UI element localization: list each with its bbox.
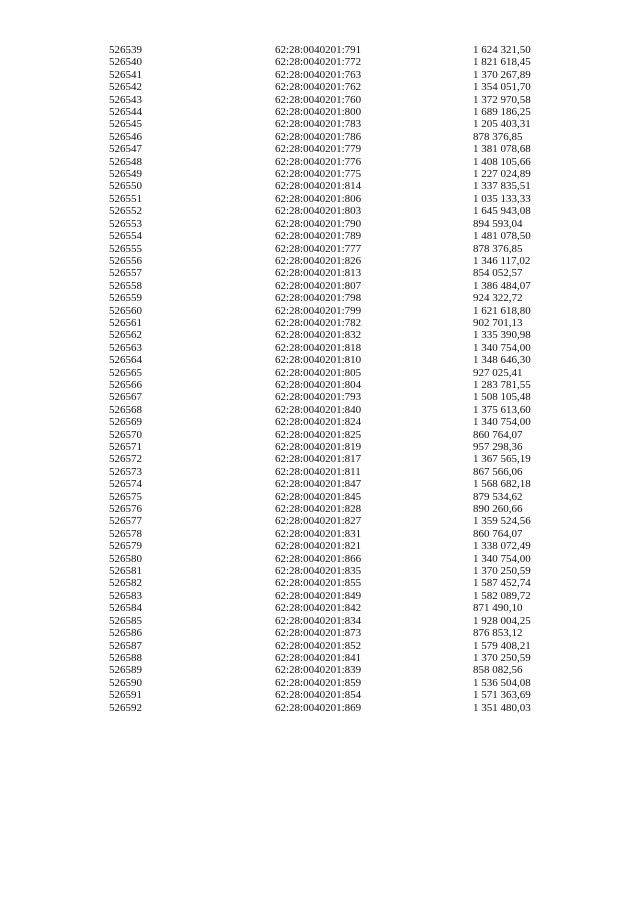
table-row xyxy=(109,81,559,93)
cadastral-number-cell: 62:28:0040201:819 xyxy=(275,441,362,453)
record-number-cell: 526571 xyxy=(109,441,142,453)
record-number-cell: 526572 xyxy=(109,453,142,466)
record-number-cell: 526585 xyxy=(109,614,142,627)
record-number-cell: 526547 xyxy=(109,143,142,156)
cadastral-value-cell: 927 025,41 xyxy=(473,366,523,379)
cadastral-number-cell: 62:28:0040201:813 xyxy=(275,267,362,280)
cadastral-value-cell: 1 370 250,59 xyxy=(473,565,531,578)
cadastral-number-cell: 62:28:0040201:849 xyxy=(275,589,362,602)
cadastral-value-cell: 1 340 754,00 xyxy=(473,341,531,354)
table-row xyxy=(109,94,559,106)
cadastral-number-cell: 62:28:0040201:804 xyxy=(275,378,362,391)
cadastral-value-cell: 1 367 565,19 xyxy=(473,453,531,466)
cadastral-value-cell: 924 322,72 xyxy=(473,292,523,305)
cadastral-value-cell: 1 579 408,21 xyxy=(473,639,531,652)
cadastral-value-cell: 1 370 267,89 xyxy=(473,68,531,81)
cadastral-value-cell: 1 821 618,45 xyxy=(473,56,531,69)
cadastral-value-cell: 1 582 089,72 xyxy=(473,589,531,602)
record-number-cell: 526540 xyxy=(109,56,142,69)
table-row xyxy=(109,640,559,652)
record-number-cell: 526576 xyxy=(109,503,142,516)
cadastral-value-cell: 1 624 321,50 xyxy=(473,44,531,56)
cadastral-value-cell: 1 340 754,00 xyxy=(473,416,531,429)
cadastral-value-cell: 876 853,12 xyxy=(473,627,523,640)
cadastral-value-cell: 1 386 484,07 xyxy=(473,279,531,292)
cadastral-number-cell: 62:28:0040201:763 xyxy=(275,68,362,81)
cadastral-value-cell: 867 566,06 xyxy=(473,465,523,478)
table-row xyxy=(109,429,559,441)
table-row xyxy=(109,180,559,192)
table-row xyxy=(109,367,559,379)
record-number-cell: 526582 xyxy=(109,577,142,590)
cadastral-number-cell: 62:28:0040201:775 xyxy=(275,168,362,181)
cadastral-value-cell: 1 354 051,70 xyxy=(473,81,531,94)
cadastral-value-cell: 1 689 186,25 xyxy=(473,106,531,119)
cadastral-number-cell: 62:28:0040201:818 xyxy=(275,341,362,354)
record-number-cell: 526586 xyxy=(109,627,142,640)
cadastral-number-cell: 62:28:0040201:777 xyxy=(275,242,362,255)
table-row xyxy=(109,677,559,689)
record-number-cell: 526587 xyxy=(109,639,142,652)
table-row xyxy=(109,342,559,354)
cadastral-number-cell: 62:28:0040201:807 xyxy=(275,279,362,292)
cadastral-value-cell: 1 338 072,49 xyxy=(473,540,531,553)
record-number-cell: 526553 xyxy=(109,217,142,230)
cadastral-value-cell: 1 375 613,60 xyxy=(473,403,531,416)
table-row xyxy=(109,131,559,143)
table-row xyxy=(109,143,559,155)
cadastral-value-cell: 1 571 363,69 xyxy=(473,689,531,702)
cadastral-number-cell: 62:28:0040201:798 xyxy=(275,292,362,305)
cadastral-number-cell: 62:28:0040201:786 xyxy=(275,130,362,143)
record-number-cell: 526565 xyxy=(109,366,142,379)
cadastral-value-cell: 878 376,85 xyxy=(473,242,523,255)
cadastral-value-cell: 1 587 452,74 xyxy=(473,577,531,590)
table-row xyxy=(109,689,559,701)
cadastral-value-cell: 1 381 078,68 xyxy=(473,143,531,156)
record-number-cell: 526549 xyxy=(109,168,142,181)
cadastral-value-cell: 1 359 524,56 xyxy=(473,515,531,528)
record-number-cell: 526543 xyxy=(109,93,142,106)
cadastral-number-cell: 62:28:0040201:783 xyxy=(275,118,362,131)
cadastral-number-cell: 62:28:0040201:790 xyxy=(275,217,362,230)
cadastral-number-cell: 62:28:0040201:854 xyxy=(275,689,362,702)
cadastral-number-cell: 62:28:0040201:834 xyxy=(275,614,362,627)
record-number-cell: 526578 xyxy=(109,527,142,540)
record-number-cell: 526559 xyxy=(109,292,142,305)
cadastral-value-cell: 1 035 133,33 xyxy=(473,192,531,205)
record-number-cell: 526566 xyxy=(109,378,142,391)
cadastral-number-cell: 62:28:0040201:821 xyxy=(275,540,362,553)
table-row xyxy=(109,391,559,403)
record-number-cell: 526557 xyxy=(109,267,142,280)
record-number-cell: 526550 xyxy=(109,180,142,193)
table-row xyxy=(109,565,559,577)
cadastral-value-cell: 1 928 004,25 xyxy=(473,614,531,627)
record-number-cell: 526551 xyxy=(109,192,142,205)
table-row xyxy=(109,118,559,130)
cadastral-value-cell: 1 227 024,89 xyxy=(473,168,531,181)
record-number-cell: 526562 xyxy=(109,329,142,342)
cadastral-number-cell: 62:28:0040201:793 xyxy=(275,391,362,404)
cadastral-number-cell: 62:28:0040201:841 xyxy=(275,651,362,664)
record-number-cell: 526583 xyxy=(109,589,142,602)
cadastral-value-cell: 1 348 646,30 xyxy=(473,354,531,367)
record-number-cell: 526588 xyxy=(109,651,142,664)
record-number-cell: 526555 xyxy=(109,242,142,255)
cadastral-number-cell: 62:28:0040201:859 xyxy=(275,676,362,689)
record-number-cell: 526545 xyxy=(109,118,142,131)
cadastral-value-cell: 1 408 105,66 xyxy=(473,155,531,168)
record-number-cell: 526591 xyxy=(109,689,142,702)
record-number-cell: 526546 xyxy=(109,130,142,143)
cadastral-number-cell: 62:28:0040201:852 xyxy=(275,639,362,652)
table-row xyxy=(109,267,559,279)
cadastral-value-cell: 1 351 480,03 xyxy=(473,701,531,714)
table-row xyxy=(109,280,559,292)
cadastral-value-cell: 878 376,85 xyxy=(473,130,523,143)
table-row xyxy=(109,702,559,714)
table-row xyxy=(109,602,559,614)
cadastral-number-cell: 62:28:0040201:779 xyxy=(275,143,362,156)
cadastral-number-cell: 62:28:0040201:772 xyxy=(275,56,362,69)
cadastral-number-cell: 62:28:0040201:814 xyxy=(275,180,362,193)
table-row xyxy=(109,441,559,453)
cadastral-value-cell: 1 621 618,80 xyxy=(473,304,531,317)
table-row xyxy=(109,317,559,329)
table-row xyxy=(109,218,559,230)
cadastral-value-cell: 1 340 754,00 xyxy=(473,552,531,565)
cadastral-value-cell: 1 283 781,55 xyxy=(473,378,531,391)
record-number-cell: 526548 xyxy=(109,155,142,168)
cadastral-number-cell: 62:28:0040201:835 xyxy=(275,565,362,578)
cadastral-value-cell: 1 536 504,08 xyxy=(473,676,531,689)
record-number-cell: 526563 xyxy=(109,341,142,354)
table-row xyxy=(109,305,559,317)
table-row xyxy=(109,453,559,465)
cadastral-number-cell: 62:28:0040201:789 xyxy=(275,230,362,243)
cadastral-number-cell: 62:28:0040201:832 xyxy=(275,329,362,342)
table-row xyxy=(109,205,559,217)
cadastral-value-cell: 957 298,36 xyxy=(473,441,523,453)
table-row xyxy=(109,540,559,552)
record-number-cell: 526560 xyxy=(109,304,142,317)
cadastral-value-cell: 1 337 835,51 xyxy=(473,180,531,193)
table-row xyxy=(109,627,559,639)
cadastral-value-cell: 1 372 970,58 xyxy=(473,93,531,106)
cadastral-value-cell: 1 481 078,50 xyxy=(473,230,531,243)
cadastral-number-cell: 62:28:0040201:799 xyxy=(275,304,362,317)
cadastral-number-cell: 62:28:0040201:866 xyxy=(275,552,362,565)
table-row xyxy=(109,404,559,416)
cadastral-number-cell: 62:28:0040201:791 xyxy=(275,44,362,56)
table-row xyxy=(109,354,559,366)
table-row xyxy=(109,515,559,527)
record-number-cell: 526581 xyxy=(109,565,142,578)
table-row xyxy=(109,329,559,341)
cadastral-value-cell: 1 508 105,48 xyxy=(473,391,531,404)
record-number-cell: 526589 xyxy=(109,664,142,677)
cadastral-number-cell: 62:28:0040201:827 xyxy=(275,515,362,528)
table-row xyxy=(109,379,559,391)
cadastral-number-cell: 62:28:0040201:839 xyxy=(275,664,362,677)
table-row xyxy=(109,230,559,242)
cadastral-number-cell: 62:28:0040201:760 xyxy=(275,93,362,106)
cadastral-value-cell: 894 593,04 xyxy=(473,217,523,230)
cadastral-number-cell: 62:28:0040201:810 xyxy=(275,354,362,367)
cadastral-number-cell: 62:28:0040201:806 xyxy=(275,192,362,205)
cadastral-value-cell: 902 701,13 xyxy=(473,316,523,329)
cadastral-number-cell: 62:28:0040201:826 xyxy=(275,254,362,267)
record-number-cell: 526579 xyxy=(109,540,142,553)
table-row xyxy=(109,553,559,565)
table-row xyxy=(109,528,559,540)
table-row xyxy=(109,615,559,627)
cadastral-value-cell: 890 260,66 xyxy=(473,503,523,516)
cadastral-number-cell: 62:28:0040201:817 xyxy=(275,453,362,466)
cadastral-value-cell: 854 052,57 xyxy=(473,267,523,280)
cadastral-number-cell: 62:28:0040201:831 xyxy=(275,527,362,540)
cadastral-value-cell: 1 568 682,18 xyxy=(473,478,531,491)
table-row xyxy=(109,193,559,205)
record-number-cell: 526564 xyxy=(109,354,142,367)
cadastral-value-cell: 1 346 117,02 xyxy=(473,254,531,267)
record-number-cell: 526568 xyxy=(109,403,142,416)
record-number-cell: 526575 xyxy=(109,490,142,503)
table-row xyxy=(109,478,559,490)
cadastral-number-cell: 62:28:0040201:805 xyxy=(275,366,362,379)
cadastral-value-cell: 858 082,56 xyxy=(473,664,523,677)
table-row xyxy=(109,503,559,515)
record-number-cell: 526584 xyxy=(109,602,142,615)
record-number-cell: 526577 xyxy=(109,515,142,528)
record-number-cell: 526544 xyxy=(109,106,142,119)
cadastral-number-cell: 62:28:0040201:782 xyxy=(275,316,362,329)
cadastral-number-cell: 62:28:0040201:873 xyxy=(275,627,362,640)
table-row xyxy=(109,106,559,118)
record-number-cell: 526556 xyxy=(109,254,142,267)
cadastral-value-cell: 860 764,07 xyxy=(473,527,523,540)
cadastral-number-cell: 62:28:0040201:824 xyxy=(275,416,362,429)
table-row xyxy=(109,156,559,168)
table-row xyxy=(109,69,559,81)
cadastral-value-cell: 1 205 403,31 xyxy=(473,118,531,131)
cadastral-number-cell: 62:28:0040201:828 xyxy=(275,503,362,516)
cadastral-number-cell: 62:28:0040201:847 xyxy=(275,478,362,491)
table-row xyxy=(109,292,559,304)
record-number-cell: 526570 xyxy=(109,428,142,441)
table-row xyxy=(109,664,559,676)
record-number-cell: 526541 xyxy=(109,68,142,81)
cadastral-value-cell: 1 335 390,98 xyxy=(473,329,531,342)
table-row xyxy=(109,255,559,267)
record-number-cell: 526542 xyxy=(109,81,142,94)
record-number-cell: 526561 xyxy=(109,316,142,329)
record-number-cell: 526552 xyxy=(109,205,142,218)
cadastral-number-cell: 62:28:0040201:845 xyxy=(275,490,362,503)
table-row xyxy=(109,44,559,56)
cadastral-number-cell: 62:28:0040201:762 xyxy=(275,81,362,94)
table-row xyxy=(109,416,559,428)
cadastral-value-cell: 860 764,07 xyxy=(473,428,523,441)
table-row xyxy=(109,56,559,68)
cadastral-value-cell: 1 645 943,08 xyxy=(473,205,531,218)
cadastral-number-cell: 62:28:0040201:855 xyxy=(275,577,362,590)
table-row xyxy=(109,652,559,664)
cadastral-value-cell: 1 370 250,59 xyxy=(473,651,531,664)
record-number-cell: 526573 xyxy=(109,465,142,478)
record-number-cell: 526567 xyxy=(109,391,142,404)
record-number-cell: 526558 xyxy=(109,279,142,292)
cadastral-number-cell: 62:28:0040201:842 xyxy=(275,602,362,615)
cadastral-value-cell: 871 490,10 xyxy=(473,602,523,615)
cadastral-number-cell: 62:28:0040201:776 xyxy=(275,155,362,168)
registry-table xyxy=(109,44,559,714)
record-number-cell: 526580 xyxy=(109,552,142,565)
record-number-cell: 526590 xyxy=(109,676,142,689)
cadastral-number-cell: 62:28:0040201:811 xyxy=(275,465,361,478)
table-row xyxy=(109,466,559,478)
cadastral-number-cell: 62:28:0040201:800 xyxy=(275,106,362,119)
record-number-cell: 526574 xyxy=(109,478,142,491)
record-number-cell: 526539 xyxy=(109,44,142,56)
cadastral-number-cell: 62:28:0040201:803 xyxy=(275,205,362,218)
record-number-cell: 526592 xyxy=(109,701,142,714)
table-row xyxy=(109,577,559,589)
cadastral-number-cell: 62:28:0040201:869 xyxy=(275,701,362,714)
cadastral-number-cell: 62:28:0040201:825 xyxy=(275,428,362,441)
record-number-cell: 526569 xyxy=(109,416,142,429)
record-number-cell: 526554 xyxy=(109,230,142,243)
cadastral-number-cell: 62:28:0040201:840 xyxy=(275,403,362,416)
table-row xyxy=(109,590,559,602)
table-row xyxy=(109,243,559,255)
table-row xyxy=(109,491,559,503)
cadastral-value-cell: 879 534,62 xyxy=(473,490,523,503)
table-row xyxy=(109,168,559,180)
